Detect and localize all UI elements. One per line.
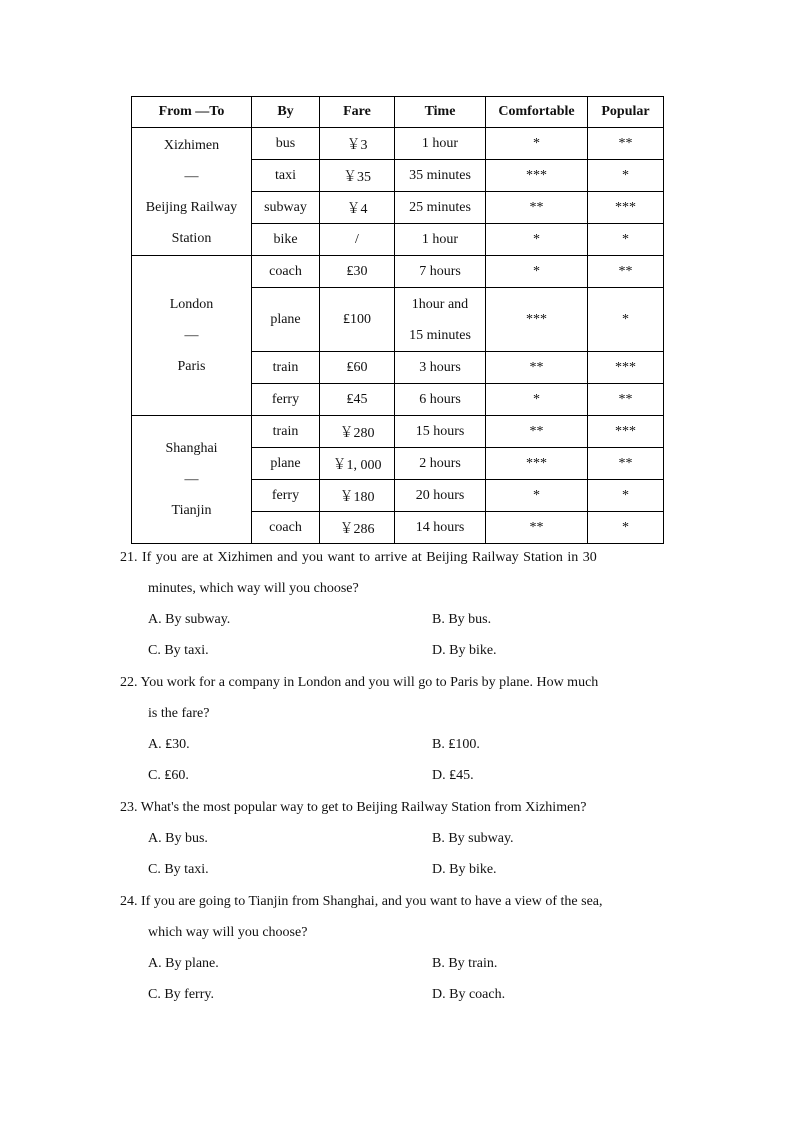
route-line: — — [184, 328, 199, 343]
cell-popular: *** — [588, 192, 664, 224]
cell-time: 1 hour — [395, 128, 486, 160]
table-row — [132, 416, 664, 448]
route-line: Tianjin — [171, 503, 212, 518]
transport-table-container — [131, 96, 664, 544]
cell-by: subway — [252, 192, 320, 224]
cell-time: 15 hours — [395, 416, 486, 448]
cell-time: 7 hours — [395, 256, 486, 288]
cell-fare: ₤60 — [320, 352, 395, 384]
question-22-text-cont: is the fare? — [148, 706, 210, 721]
cell-by: bike — [252, 224, 320, 256]
cell-fare: ￥180 — [320, 480, 395, 512]
question-22-option-a[interactable]: A. ₤30. — [148, 737, 190, 752]
route-line: Xizhimen — [163, 137, 220, 153]
cell-fare: / — [320, 224, 395, 256]
cell-comfortable: ** — [486, 512, 588, 544]
route-cell-london — [132, 256, 252, 416]
question-23-text: 23. What's the most popular way to get to Beijing Railway Station from Xizhimen? — [120, 800, 587, 815]
header-by: By — [252, 97, 320, 128]
route-cell-shanghai — [132, 416, 252, 544]
route-line: Shanghai — [165, 441, 218, 456]
cell-popular: * — [588, 512, 664, 544]
question-22-option-c[interactable]: C. ₤60. — [148, 768, 189, 783]
cell-popular: ** — [588, 256, 664, 288]
cell-by: train — [252, 416, 320, 448]
cell-time: 2 hours — [395, 448, 486, 480]
header-time: Time — [395, 97, 486, 128]
route-cell-xizhimen — [132, 128, 252, 256]
cell-by: train — [252, 352, 320, 384]
cell-popular: ** — [588, 128, 664, 160]
question-24-text: 24. If you are going to Tianjin from Shanghai, and you want to have a view of the sea, — [120, 894, 603, 909]
question-22-option-d[interactable]: D. ₤45. — [432, 768, 474, 783]
question-24-option-a[interactable]: A. By plane. — [148, 956, 219, 971]
cell-time: 20 hours — [395, 480, 486, 512]
cell-popular: ** — [588, 384, 664, 416]
cell-by: ferry — [252, 480, 320, 512]
cell-by: plane — [252, 288, 320, 352]
question-23-option-b[interactable]: B. By subway. — [432, 831, 514, 846]
table-header-row — [132, 97, 664, 128]
question-23-option-a[interactable]: A. By bus. — [148, 831, 208, 846]
cell-comfortable: *** — [486, 448, 588, 480]
cell-fare: ￥3 — [320, 128, 395, 160]
cell-comfortable: * — [486, 256, 588, 288]
cell-time: 25 minutes — [395, 192, 486, 224]
cell-time: 1 hour — [395, 224, 486, 256]
question-23-option-c[interactable]: C. By taxi. — [148, 862, 209, 877]
question-22-option-b[interactable]: B. ₤100. — [432, 737, 480, 752]
question-24-option-c[interactable]: C. By ferry. — [148, 987, 214, 1002]
cell-comfortable: ** — [486, 192, 588, 224]
cell-fare: ￥286 — [320, 512, 395, 544]
question-21-text-cont: minutes, which way will you choose? — [148, 581, 359, 596]
table-row — [132, 128, 664, 160]
cell-by: plane — [252, 448, 320, 480]
cell-comfortable: *** — [486, 160, 588, 192]
cell-fare: ￥280 — [320, 416, 395, 448]
time-line: 15 minutes — [409, 327, 471, 343]
cell-by: ferry — [252, 384, 320, 416]
question-21-option-d[interactable]: D. By bike. — [432, 643, 497, 658]
cell-time: 35 minutes — [395, 160, 486, 192]
cell-popular: * — [588, 160, 664, 192]
cell-time: 3 hours — [395, 352, 486, 384]
cell-by: bus — [252, 128, 320, 160]
question-21-option-b[interactable]: B. By bus. — [432, 612, 492, 627]
cell-fare: ￥1, 000 — [320, 448, 395, 480]
question-21-option-c[interactable]: C. By taxi. — [148, 643, 209, 658]
route-line: Beijing Railway — [145, 199, 238, 215]
question-23-option-d[interactable]: D. By bike. — [432, 862, 497, 877]
cell-comfortable: * — [486, 480, 588, 512]
question-24-text-cont: which way will you choose? — [148, 925, 308, 940]
route-line: London — [169, 297, 214, 312]
cell-fare: ￥4 — [320, 192, 395, 224]
cell-popular: ** — [588, 448, 664, 480]
cell-time: 14 hours — [395, 512, 486, 544]
cell-time: 6 hours — [395, 384, 486, 416]
question-21-option-a[interactable]: A. By subway. — [148, 612, 231, 627]
cell-by: coach — [252, 512, 320, 544]
cell-popular: *** — [588, 416, 664, 448]
cell-popular: * — [588, 480, 664, 512]
cell-fare: ₤45 — [320, 384, 395, 416]
question-22-text: 22. You work for a company in London and you will go to Paris by plane. How much — [120, 675, 599, 690]
table-row — [132, 256, 664, 288]
cell-comfortable: *** — [486, 288, 588, 352]
time-line: 1hour and — [411, 296, 469, 312]
cell-fare: ₤30 — [320, 256, 395, 288]
cell-fare: ￥35 — [320, 160, 395, 192]
cell-comfortable: ** — [486, 416, 588, 448]
route-line: Paris — [177, 359, 206, 374]
route-line: — — [184, 168, 199, 184]
cell-popular: * — [588, 288, 664, 352]
cell-by: coach — [252, 256, 320, 288]
cell-popular: * — [588, 224, 664, 256]
question-24-option-d[interactable]: D. By coach. — [432, 987, 506, 1002]
cell-comfortable: * — [486, 128, 588, 160]
header-popular: Popular — [588, 97, 664, 128]
cell-comfortable: * — [486, 384, 588, 416]
question-24-option-b[interactable]: B. By train. — [432, 956, 498, 971]
header-from-to: From —To — [132, 97, 252, 128]
transport-table — [131, 96, 664, 544]
cell-fare: ₤100 — [320, 288, 395, 352]
cell-comfortable: ** — [486, 352, 588, 384]
cell-popular: *** — [588, 352, 664, 384]
cell-time — [395, 288, 486, 352]
route-line: — — [184, 472, 199, 487]
cell-comfortable: * — [486, 224, 588, 256]
header-fare: Fare — [320, 97, 395, 128]
header-comfortable: Comfortable — [486, 97, 588, 128]
cell-by: taxi — [252, 160, 320, 192]
question-21-text: 21. If you are at Xizhimen and you want to arrive at Beijing Railway Station in 30 — [120, 550, 597, 565]
route-line: Station — [171, 230, 212, 246]
